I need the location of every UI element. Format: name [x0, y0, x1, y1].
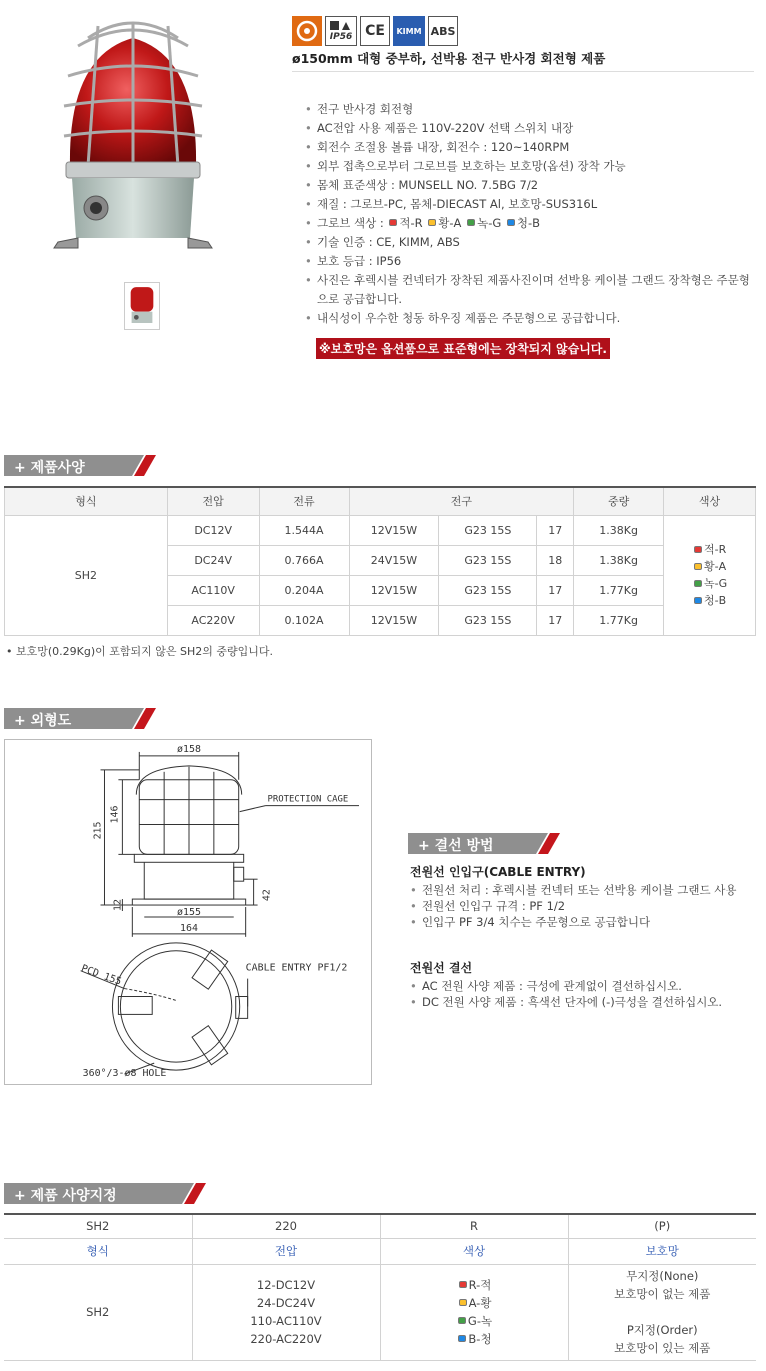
cell: G23 15S: [439, 575, 537, 605]
cell: 12V15W: [349, 605, 439, 635]
list-item: • 회전수 조절용 볼륨 내장, 회전수 : 120~140RPM: [305, 138, 753, 157]
th-weight: 중량: [574, 487, 664, 515]
cell: 17: [537, 575, 574, 605]
blue-chip-icon: [458, 1335, 466, 1342]
dim-top: ø158: [177, 743, 201, 755]
section-title: + 외형도: [14, 713, 72, 729]
cell: 24V15W: [349, 545, 439, 575]
th-bulb: 전구: [349, 487, 574, 515]
color-blue: 청-B: [516, 216, 541, 230]
cell: 1.544A: [259, 515, 349, 545]
table-row: [4, 1264, 756, 1360]
outline-drawing: [4, 739, 372, 1085]
red-chip-icon: [389, 219, 397, 226]
plus-icon: +: [14, 713, 31, 729]
list-item: • DC 전원 사양 제품 : 흑색선 단자에 (-)극성을 결선하십시오.: [410, 994, 756, 1010]
cell: (P): [568, 1214, 756, 1238]
cell: G23 15S: [439, 545, 537, 575]
table-row: [5, 515, 756, 545]
green-chip-icon: [458, 1317, 466, 1324]
cell: 12V15W: [349, 515, 439, 545]
cell: 전압: [192, 1238, 380, 1264]
guard-notice: ※보호망은 옵션품으로 표준형에는 장착되지 않습니다.: [316, 338, 610, 359]
cell: SH2: [4, 1214, 192, 1238]
cell: G23 15S: [439, 515, 537, 545]
product-headline: ø150mm 대형 중부하, 선박용 전구 반사경 회전형 제품: [292, 49, 754, 72]
section-header-order: [4, 1183, 208, 1204]
cell: 1.77Kg: [574, 605, 664, 635]
red-chip-icon: [459, 1281, 467, 1288]
cell: 1.38Kg: [574, 545, 664, 575]
cell: 1.38Kg: [574, 515, 664, 545]
voltage-options: 12-DC12V 24-DC24V 110-AC110V 220-AC220V: [192, 1264, 380, 1360]
dim-box: 42: [261, 889, 273, 902]
ip56-badge: [325, 16, 357, 46]
ce-badge: CE: [360, 16, 390, 46]
yellow-chip-icon: [428, 219, 436, 226]
section-header-wiring: [408, 833, 560, 854]
section-title: + 제품사양: [14, 460, 85, 476]
wiring-block: [410, 959, 756, 1010]
dim-total: 215: [92, 821, 104, 840]
abs-badge: ABS: [428, 16, 458, 46]
cell: 0.204A: [259, 575, 349, 605]
th-color: 색상: [664, 487, 756, 515]
cell: AC220V: [167, 605, 259, 635]
guard-options: 무지정(None) 보호망이 없는 제품 P지정(Order) 보호망이 있는 제품: [568, 1264, 756, 1360]
cable-entry-block: [410, 863, 756, 930]
plus-icon: +: [14, 460, 31, 476]
th-voltage: 전압: [167, 487, 259, 515]
cell: SH2: [4, 1264, 192, 1360]
product-thumbnail[interactable]: [124, 282, 160, 330]
list-item: • 몸체 표준색상 : MUNSELL NO. 7.5BG 7/2: [305, 176, 753, 195]
spec-table: [4, 486, 756, 636]
green-chip-icon: [694, 580, 702, 587]
section-header-spec: [4, 455, 156, 476]
hole-label: 360°/3-ø8 HOLE: [82, 1068, 167, 1080]
cell: 1.77Kg: [574, 575, 664, 605]
dim-base-dia: ø155: [177, 906, 201, 918]
cell: 220: [192, 1214, 380, 1238]
section-title: + 제품 사양지정: [14, 1188, 117, 1204]
globe-color-label: 그로브 색상 :: [317, 216, 384, 230]
protection-cage-label: PROTECTION CAGE: [267, 794, 349, 805]
list-item: [305, 214, 753, 233]
red-chip-icon: [694, 546, 702, 553]
yellow-chip-icon: [694, 563, 702, 570]
color-options: R-적 A-황 G-녹 B-청: [380, 1264, 568, 1360]
list-item: • 내식성이 우수한 청동 하우징 제품은 주문형으로 공급합니다.: [305, 309, 753, 328]
plus-icon: +: [418, 838, 435, 854]
color-cell: 적-R 황-A 녹-G 청-B: [664, 515, 756, 635]
yellow-chip-icon: [459, 1299, 467, 1306]
color-yellow: 황-A: [438, 216, 462, 230]
blue-chip-icon: [507, 219, 515, 226]
cell: AC110V: [167, 575, 259, 605]
green-chip-icon: [467, 219, 475, 226]
spec-note: • 보호망(0.29Kg)이 포함되지 않은 SH2의 중량입니다.: [6, 645, 274, 658]
list-item: • AC 전원 사양 제품 : 극성에 관계없이 결선하십시오.: [410, 978, 756, 994]
cell: G23 15S: [439, 605, 537, 635]
list-item: • 보호 등급 : IP56: [305, 252, 753, 271]
list-item: • 기술 인증 : CE, KIMM, ABS: [305, 233, 753, 252]
cell: DC12V: [167, 515, 259, 545]
product-photo: [48, 16, 218, 261]
wiring-title: 전원선 결선: [410, 961, 473, 975]
rotating-light-icon: [292, 16, 322, 46]
list-item: • 전원선 인입구 규격 : PF 1/2: [410, 898, 756, 914]
order-table: [4, 1213, 756, 1361]
dim-base: 12: [112, 899, 124, 912]
dim-upper: 146: [109, 805, 121, 824]
cell: 0.766A: [259, 545, 349, 575]
certification-badges: [292, 16, 458, 46]
list-item: • AC전압 사용 제품은 110V-220V 선택 스위치 내장: [305, 119, 753, 138]
cable-entry-label: CABLE ENTRY PF1/2: [245, 962, 348, 974]
list-item: • 외부 접촉으로부터 그로브를 보호하는 보호망(옵션) 장착 가능: [305, 157, 753, 176]
list-item: • 전구 반사경 회전형: [305, 100, 753, 119]
dim-width: 164: [180, 922, 198, 934]
section-title: + 결선 방법: [418, 838, 494, 854]
th-model: 형식: [5, 487, 168, 515]
color-red: 적-R: [399, 216, 423, 230]
cell: 17: [537, 605, 574, 635]
th-current: 전류: [259, 487, 349, 515]
cell: DC24V: [167, 545, 259, 575]
cell: 형식: [4, 1238, 192, 1264]
cell: R: [380, 1214, 568, 1238]
list-item: • 전원선 처리 : 후렉시블 컨넥터 또는 선박용 케이블 그랜드 사용: [410, 882, 756, 898]
kimm-badge: KIMM: [393, 16, 425, 46]
list-item: • 인입구 PF 3/4 치수는 주문형으로 공급합니다: [410, 914, 756, 930]
cell: 17: [537, 515, 574, 545]
table-row: [4, 1214, 756, 1238]
cell: 12V15W: [349, 575, 439, 605]
cell: 보호망: [568, 1238, 756, 1264]
blue-chip-icon: [694, 597, 702, 604]
cell: 색상: [380, 1238, 568, 1264]
cell: 0.102A: [259, 605, 349, 635]
feature-list: [305, 100, 753, 328]
ip56-label: IP56: [329, 32, 353, 42]
cell: 18: [537, 545, 574, 575]
section-header-outline: [4, 708, 156, 729]
cable-entry-title: 전원선 인입구(CABLE ENTRY): [410, 865, 586, 879]
table-row: [4, 1238, 756, 1264]
list-item: • 사진은 후렉시블 컨넥터가 장착된 제품사진이며 선박용 케이블 그랜드 장착형은 주문형으로 공급합니다.: [305, 271, 753, 309]
dust-water-icon: [329, 20, 353, 32]
model-cell: SH2: [5, 515, 168, 635]
list-item: • 재질 : 그로브-PC, 몸체-DIECAST Al, 보호망-SUS316L: [305, 195, 753, 214]
color-green: 녹-G: [477, 216, 502, 230]
pcd-label: PCD 155: [79, 963, 123, 988]
plus-icon: +: [14, 1188, 31, 1204]
